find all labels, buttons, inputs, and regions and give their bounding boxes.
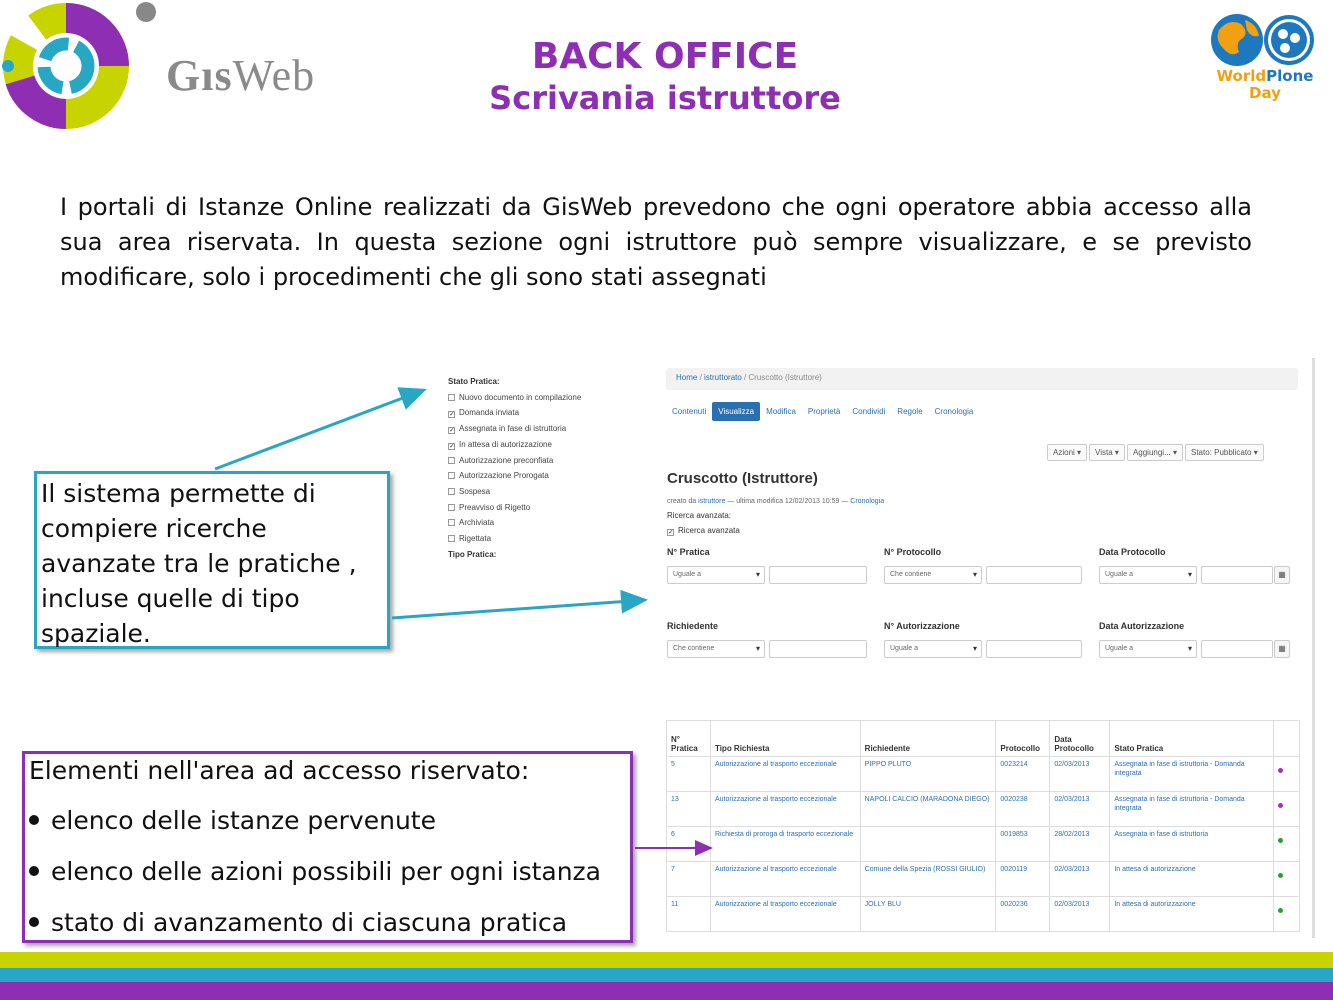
callout-bullet-item: elenco delle istanze pervenute: [29, 804, 626, 838]
filter-option-label: Sospesa: [459, 486, 491, 496]
protocollo-label: N° Protocollo: [884, 547, 942, 557]
chevron-down-icon: ▾: [1251, 448, 1258, 457]
filter-option-label: Nuovo documento in compilazione: [459, 392, 582, 402]
slide-title: [420, 36, 910, 118]
arrow-to-filters: [215, 390, 424, 469]
table-row[interactable]: [667, 792, 1300, 827]
column-header[interactable]: N° Pratica: [667, 721, 711, 757]
title-back-office: BACK OFFICE: [531, 36, 799, 77]
filter-checkbox[interactable]: ✓: [449, 427, 455, 435]
filter-checkbox[interactable]: [448, 519, 455, 526]
data-autorizzazione-label: Data Autorizzazione: [1099, 621, 1185, 631]
filter-checkbox[interactable]: [448, 472, 455, 479]
richiedente-input[interactable]: [769, 640, 867, 658]
action-menu-button[interactable]: Vista ▾: [1089, 444, 1125, 461]
page-title: Cruscotto (Istruttore): [667, 470, 818, 487]
column-header[interactable]: Data Protocollo: [1050, 721, 1110, 757]
filter-checkbox[interactable]: ✓: [449, 411, 455, 419]
tab-modifica[interactable]: Modifica: [766, 407, 796, 416]
filter-option[interactable]: [448, 405, 581, 421]
callout-elementi: [22, 751, 633, 943]
cell-richiedente[interactable]: Comune della Spezia (ROSSI GIULIO): [860, 862, 996, 897]
cell-protocollo[interactable]: 0020238: [996, 792, 1050, 827]
callout-bullet-item: stato di avanzamento di ciascuna pratica: [29, 906, 626, 940]
pratica-label: N° Pratica: [667, 547, 710, 557]
footer-stripe-teal: [0, 968, 1333, 982]
cell-richiedente[interactable]: [860, 827, 996, 862]
filter-option-label: In attesa di autorizzazione: [459, 439, 552, 449]
status-dot-icon: [1278, 908, 1283, 913]
cell-n[interactable]: 7: [667, 862, 711, 897]
cell-data[interactable]: 02/03/2013: [1050, 792, 1110, 827]
status-dot-icon: [1278, 838, 1283, 843]
bullet-icon: [29, 815, 39, 825]
autorizzazione-operator-select[interactable]: Uguale a ▾: [884, 640, 982, 658]
column-header[interactable]: Tipo Richiesta: [710, 721, 860, 757]
cell-tipo[interactable]: Autorizzazione al trasporto eccezionale: [710, 862, 860, 897]
status-dot-icon: [1278, 768, 1283, 773]
table-row[interactable]: [667, 827, 1300, 862]
filter-option[interactable]: [448, 515, 581, 531]
byline: creato da istruttore — ultima modifica 12/02/2013 10:59 — Cronologia: [667, 498, 885, 505]
filter-option[interactable]: [448, 421, 581, 437]
chevron-down-icon: ▾: [1112, 448, 1119, 457]
filter-option[interactable]: [448, 390, 581, 406]
pratiche-table: [666, 720, 1300, 932]
ricerca-avanzata-label: Ricerca avanzata:: [667, 511, 732, 520]
filter-checkbox[interactable]: [448, 457, 455, 464]
filter-option[interactable]: [448, 453, 581, 469]
cell-n[interactable]: 13: [667, 792, 711, 827]
cell-tipo[interactable]: Autorizzazione al trasporto eccezionale: [710, 897, 860, 932]
filter-header: Stato Pratica:: [448, 377, 500, 386]
cell-status-dot: [1273, 792, 1299, 827]
bullet-icon: [29, 917, 39, 927]
arrow-to-search: [392, 600, 645, 618]
breadcrumb-section[interactable]: istruttorato: [704, 373, 742, 382]
filter-checkbox[interactable]: ✓: [449, 442, 455, 450]
footer-stripe-purple: [0, 982, 1333, 1000]
pratica-input[interactable]: [769, 566, 867, 584]
cell-stato[interactable]: In attesa di autorizzazione: [1110, 897, 1274, 932]
filter-option[interactable]: [448, 484, 581, 500]
action-menu-button[interactable]: Azioni ▾: [1047, 444, 1087, 461]
byline-author[interactable]: istruttore: [698, 498, 726, 505]
title-scrivania: Scrivania istruttore: [489, 79, 841, 117]
cell-richiedente[interactable]: JOLLY BLU: [860, 897, 996, 932]
footer-stripe-lime: [0, 952, 1333, 968]
cell-tipo[interactable]: Autorizzazione al trasporto eccezionale: [710, 792, 860, 827]
tab-propriet[interactable]: Proprietà: [807, 407, 841, 416]
pratica-operator-select[interactable]: Uguale a ▾: [667, 566, 765, 584]
filter-option-label: Preavviso di Rigetto: [459, 502, 531, 512]
content-actions: [1045, 444, 1264, 461]
cell-richiedente[interactable]: NAPOLI CALCIO (MARADONA DIEGO): [860, 792, 996, 827]
data-protocollo-operator-select[interactable]: Uguale a ▾: [1099, 566, 1197, 584]
column-header[interactable]: [1273, 721, 1299, 757]
cell-stato[interactable]: In attesa di autorizzazione: [1110, 862, 1274, 897]
data-protocollo-input[interactable]: [1201, 566, 1273, 584]
filter-checkbox[interactable]: [448, 394, 455, 401]
cell-n[interactable]: 6: [667, 827, 711, 862]
gisweb-wordmark: GısWeb: [166, 51, 316, 100]
tab-visualizza[interactable]: Visualizza: [712, 402, 760, 421]
richiedente-operator-select[interactable]: Che contiene ▾: [667, 640, 765, 658]
filter-tipo-pratica: Tipo Pratica:: [448, 549, 497, 559]
stato-pratica-filter: [448, 374, 581, 562]
cell-data[interactable]: 02/03/2013: [1050, 757, 1110, 792]
status-dot-icon: [1278, 873, 1283, 878]
callout-elementi-heading: Elementi nell'area ad accesso riservato:: [29, 756, 530, 785]
column-header[interactable]: Stato Pratica: [1110, 721, 1274, 757]
cell-data[interactable]: 28/02/2013: [1050, 827, 1110, 862]
cell-stato[interactable]: Assegnata in fase di istruttoria: [1110, 827, 1274, 862]
breadcrumb: Home / istruttorato / Cruscotto (Istruttore): [666, 368, 1298, 390]
cell-stato[interactable]: Assegnata in fase di istruttoria - Domanda integrata: [1110, 792, 1274, 827]
cell-data[interactable]: 02/03/2013: [1050, 897, 1110, 932]
richiedente-label: Richiedente: [667, 621, 719, 631]
cell-tipo[interactable]: Autorizzazione al trasporto eccezionale: [710, 757, 860, 792]
filter-checkbox[interactable]: [448, 488, 455, 495]
edit-tabs: [666, 402, 979, 422]
cell-status-dot: [1273, 897, 1299, 932]
filter-option-label: Autorizzazione preconfiata: [459, 455, 554, 465]
table-row[interactable]: [667, 862, 1300, 897]
cell-tipo[interactable]: Richiesta di proroga di trasporto eccezionale: [710, 827, 860, 862]
tab-regole[interactable]: Regole: [897, 407, 923, 416]
cell-status-dot: [1273, 757, 1299, 792]
data-protocollo-label: Data Protocollo: [1099, 547, 1166, 557]
filter-option-label: Rigettata: [459, 534, 492, 544]
tab-cronologia[interactable]: Cronologia: [934, 407, 974, 416]
table-row[interactable]: [667, 757, 1300, 792]
cell-n[interactable]: 5: [667, 757, 711, 792]
filter-option[interactable]: [448, 500, 581, 516]
chevron-down-icon: ▾: [1074, 448, 1082, 457]
data-autorizzazione-operator-select[interactable]: Uguale a ▾: [1099, 640, 1197, 658]
filter-option-label: Archiviata: [459, 518, 495, 528]
ricerca-avanzata-checkbox[interactable]: ✓ Ricerca avanzata: [668, 526, 740, 536]
cell-n[interactable]: 11: [667, 897, 711, 932]
intro-paragraph: I portali di Istanze Online realizzati da GisWeb prevedono che ogni operatore abbia accesso alla sua area riservata. In questa sezione ogni istruttore può sempre visualizzare, e se previsto modificare, solo i procedimenti che gli sono stati assegnati: [60, 193, 1252, 291]
filter-option-label: Domanda inviata: [459, 408, 520, 418]
cell-status-dot: [1273, 862, 1299, 897]
cell-protocollo[interactable]: 0020236: [996, 897, 1050, 932]
cell-richiedente[interactable]: PIPPO PLUTO: [860, 757, 996, 792]
cell-status-dot: [1273, 827, 1299, 862]
table-row[interactable]: [667, 897, 1300, 932]
byline-history-link[interactable]: Cronologia: [850, 498, 885, 505]
autorizzazione-input[interactable]: [986, 640, 1082, 658]
status-dot-icon: [1278, 803, 1283, 808]
tab-contenuti[interactable]: Contenuti: [672, 407, 707, 416]
filter-option[interactable]: [448, 437, 581, 453]
column-header[interactable]: Richiedente: [860, 721, 996, 757]
cell-protocollo[interactable]: 0019853: [996, 827, 1050, 862]
gisweb-logo: [0, 0, 330, 132]
filter-option-label: Assegnata in fase di istruttoria: [459, 424, 567, 434]
gisweb-logo-icon: [0, 0, 170, 132]
globe-plone-icon: [1205, 8, 1325, 70]
protocollo-operator-select[interactable]: Che contiene ▾: [884, 566, 982, 584]
chevron-down-icon: ▾: [1170, 448, 1177, 457]
cell-protocollo[interactable]: 0023214: [996, 757, 1050, 792]
protocollo-input[interactable]: [986, 566, 1082, 584]
cell-protocollo[interactable]: 0020119: [996, 862, 1050, 897]
filter-checkbox[interactable]: [448, 535, 455, 542]
autorizzazione-label: N° Autorizzazione: [884, 621, 960, 631]
data-autorizzazione-input[interactable]: [1201, 640, 1273, 658]
breadcrumb-home[interactable]: Home: [676, 373, 698, 382]
calendar-icon[interactable]: ▦: [1274, 640, 1290, 658]
filter-option[interactable]: [448, 531, 581, 547]
screenshot-scrollbar[interactable]: [1312, 358, 1315, 938]
world-plone-day-text: WorldPlone Day: [1216, 67, 1314, 102]
filter-option[interactable]: [448, 468, 581, 484]
column-header[interactable]: Protocollo: [996, 721, 1050, 757]
tab-condividi[interactable]: Condividi: [852, 407, 886, 416]
calendar-icon[interactable]: ▦: [1274, 566, 1290, 584]
filter-option-label: Autorizzazione Prorogata: [459, 471, 549, 481]
callout-ricerca: Il sistema permette di compiere ricerche avanzate tra le pratiche , incluse quelle di tipo spaziale.: [34, 471, 390, 649]
breadcrumb-current: Cruscotto (Istruttore): [748, 373, 822, 382]
action-menu-button[interactable]: Stato: Pubblicato ▾: [1185, 444, 1264, 461]
action-menu-button[interactable]: Aggiungi... ▾: [1127, 444, 1183, 461]
callout-bullet-item: elenco delle azioni possibili per ogni istanza: [29, 855, 626, 889]
cell-stato[interactable]: Assegnata in fase di istruttoria - Domanda integrata: [1110, 757, 1274, 792]
bullet-icon: [29, 866, 39, 876]
cell-data[interactable]: 02/03/2013: [1050, 862, 1110, 897]
filter-checkbox[interactable]: [448, 504, 455, 511]
